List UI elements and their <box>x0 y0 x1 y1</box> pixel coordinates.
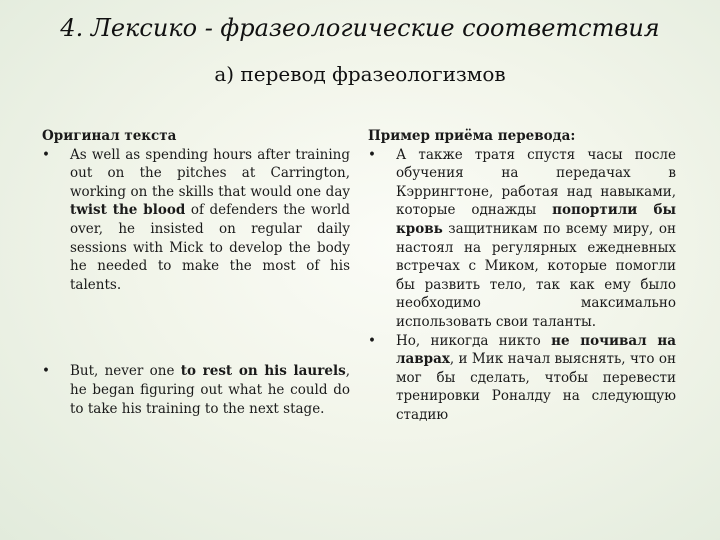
original-item-2-after: , he began figuring out what he could do to take his training to the next stage. <box>70 363 350 417</box>
bullet: • <box>42 146 50 163</box>
bullet: • <box>368 146 376 163</box>
original-heading: Оригинал текста <box>42 128 177 144</box>
bullet: • <box>42 363 50 380</box>
translation-item-1-before: А также тратя спустя часы после обучения на передачах в Кэррингтоне, работая над навыками, которые однажды <box>396 146 676 219</box>
translation-item-1-after: защитникам по всему миру, он настоял на регулярных ежедневных встречах с Миком, которые помогли бы развить тело, так как ему было необходимо максимально использовать свои таланты. <box>396 220 676 330</box>
original-item-1-after: of defenders the world over, he insisted on regular daily sessions with Mick to develop the body he needed to make the most of his talents. <box>70 202 350 293</box>
translation-item-2-after: , и Мик начал выяснять, что он мог бы сделать, чтобы перевести тренировки Роналду на следующую стадию <box>396 351 676 423</box>
slide-title: 4. Лексико - фразеологические соответствия <box>60 14 660 42</box>
translation-item-2-before: Но, никогда никто <box>396 332 552 349</box>
original-item-1-before: As well as spending hours after training out on the pitches at Carrington, working on the skills that would one day <box>70 146 350 200</box>
original-item-2 <box>42 362 350 418</box>
translation-item-1-phrase: попортили бы кровь <box>396 202 676 237</box>
original-text-column <box>42 127 350 418</box>
original-item-1-phrase: twist the blood <box>70 202 186 219</box>
translation-column <box>368 127 676 425</box>
translation-heading: Пример приёма перевода: <box>368 128 576 144</box>
translation-item-1 <box>368 146 676 332</box>
translation-item-2-phrase: не почивал на лаврах <box>396 332 676 368</box>
original-item-1 <box>42 146 350 295</box>
slide-subtitle: а) перевод фразеологизмов <box>214 62 506 86</box>
translation-item-2 <box>368 332 676 425</box>
bullet: • <box>368 332 376 349</box>
original-item-2-before: But, never one <box>70 363 181 380</box>
original-item-2-phrase: to rest on his laurels <box>180 363 346 380</box>
